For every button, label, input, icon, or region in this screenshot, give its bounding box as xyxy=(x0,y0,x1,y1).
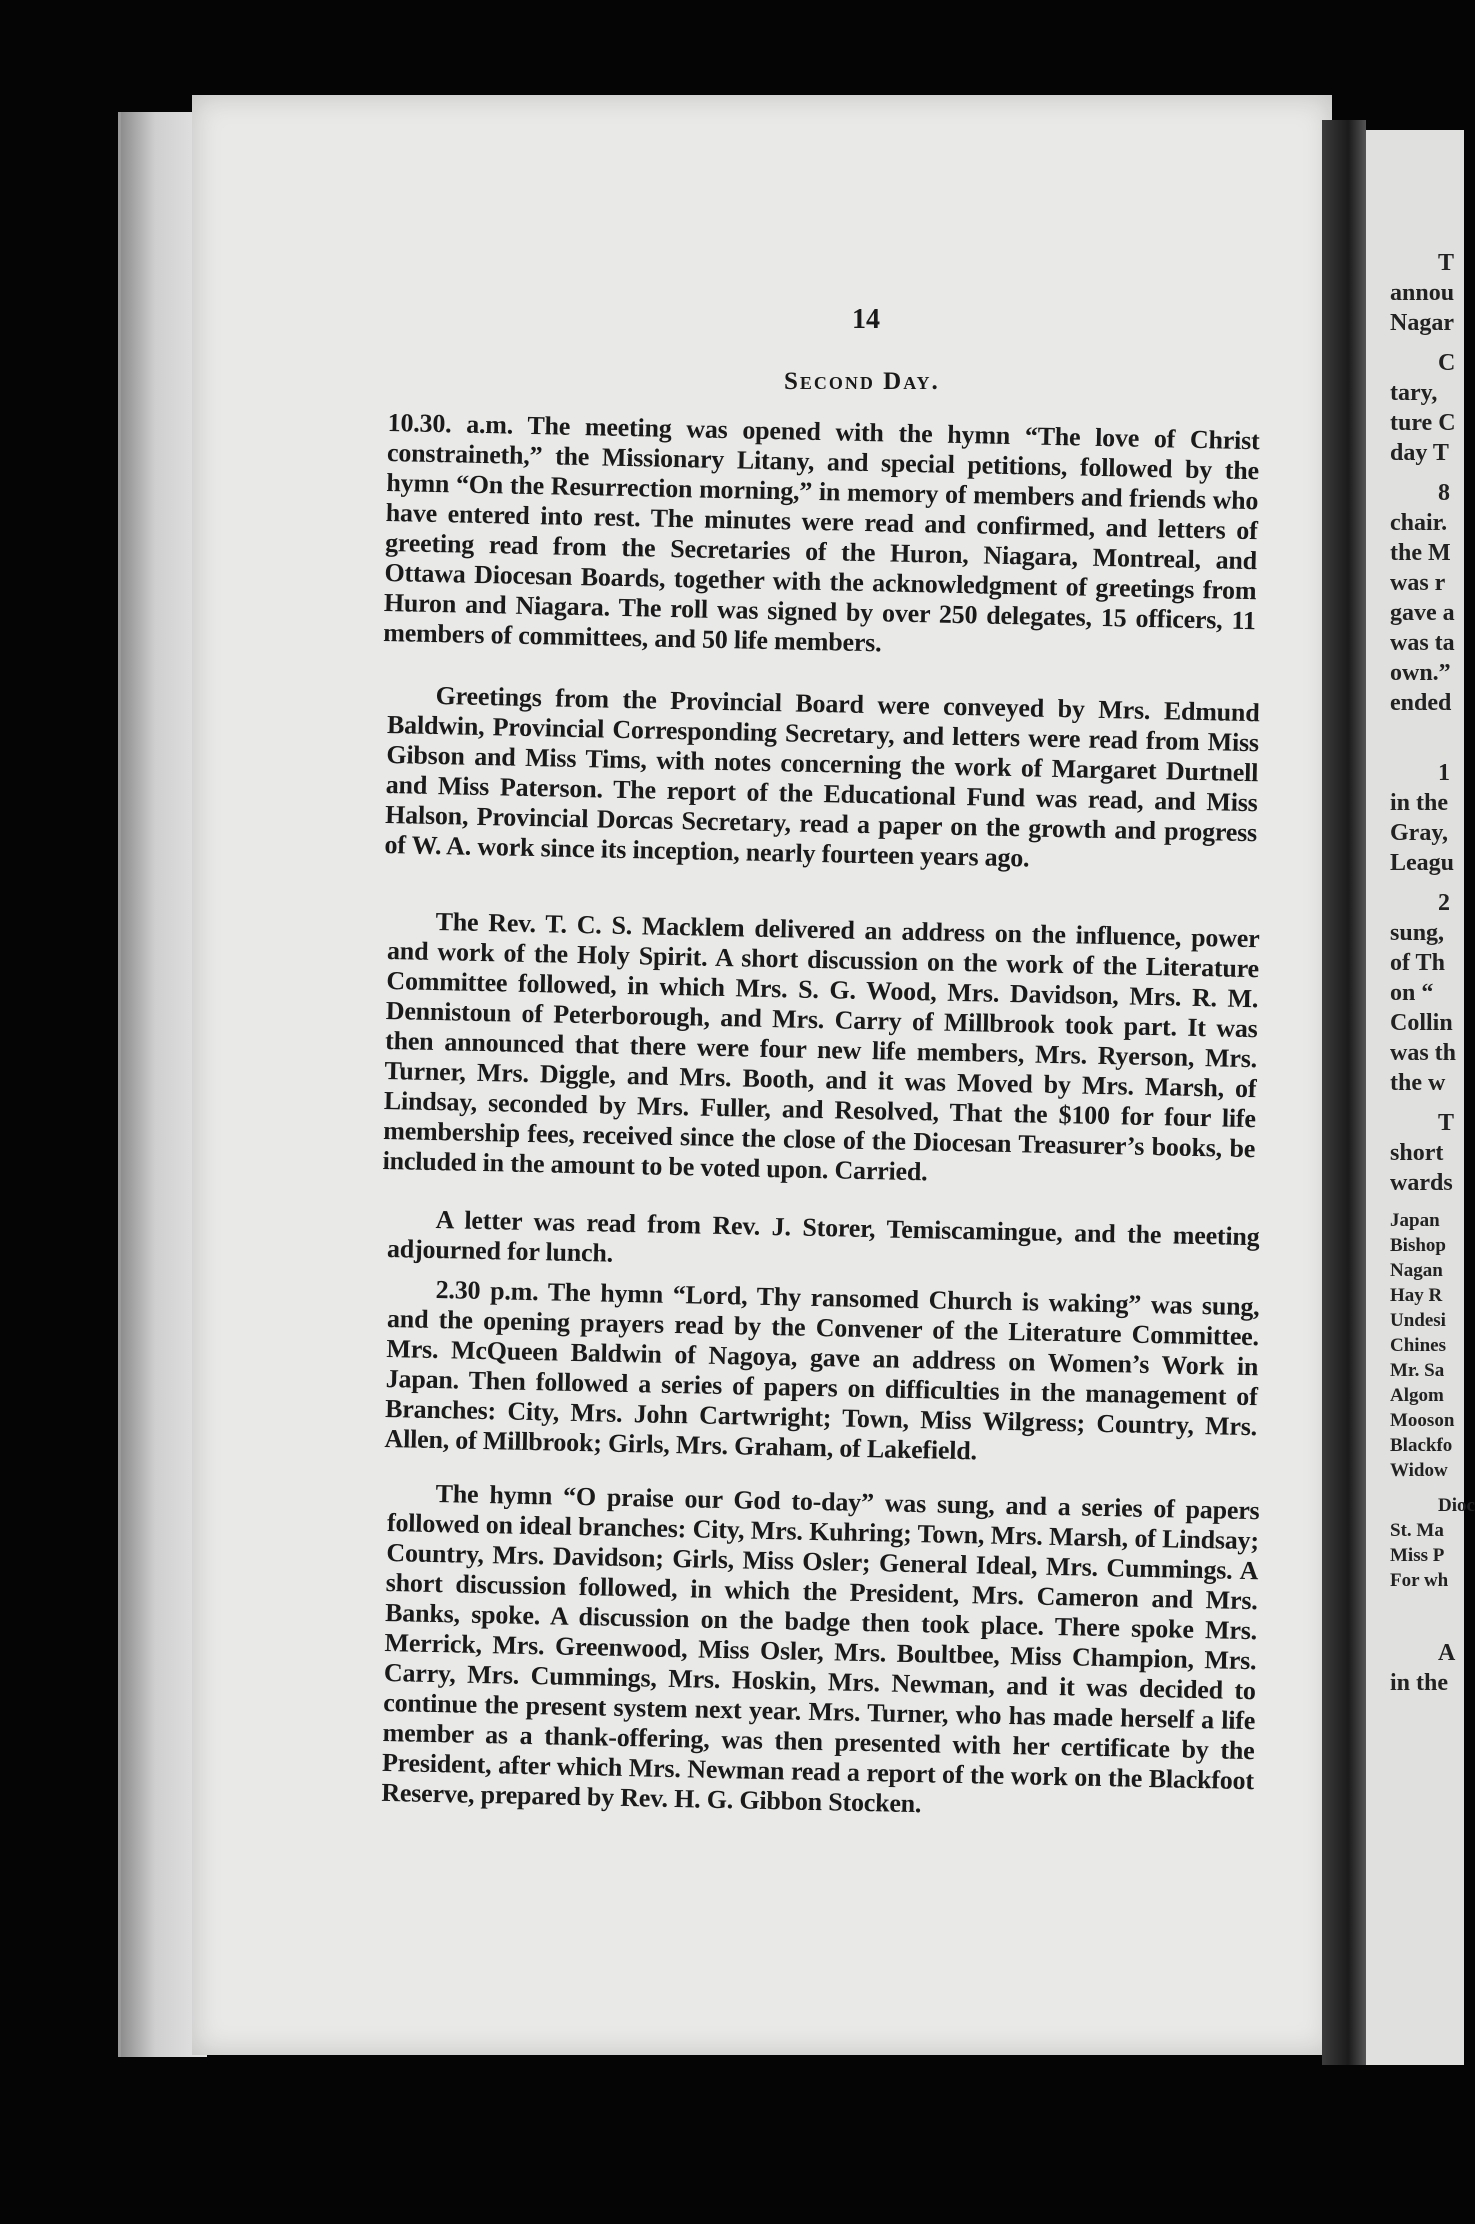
adjacent-page-line: tary, xyxy=(1390,380,1438,406)
adjacent-page-line: sung, xyxy=(1390,920,1445,946)
adjacent-page-line: Gray, xyxy=(1390,820,1448,846)
paragraph-opening-session: 10.30. a.m. The meeting was opened with the hymn “The love of Christ constraineth,” the Missionary Litany, and special petitions, followed by the hymn “On the Resurrection morning,” in memory of members and friends who have entered into rest. The minutes were read and confirmed, and letters of greeting read from the Secretaries of the Huron, Niagara, Montreal, and Ottawa Diocesan Boards, together with the acknowledgment of greetings from Huron and Niagara. The roll was signed by over 250 delegates, 15 officers, 11 members of committees, and 50 life members. xyxy=(382,408,1260,658)
adjacent-page-line: chair. xyxy=(1390,510,1448,536)
adjacent-page-line: ended xyxy=(1390,690,1452,716)
adjacent-page-line: Mooson xyxy=(1390,1410,1455,1431)
adjacent-page-line: gave a xyxy=(1390,600,1455,626)
adjacent-page-line: day T xyxy=(1390,440,1449,466)
adjacent-page-line: Miss P xyxy=(1390,1545,1445,1566)
section-heading: Second Day. xyxy=(784,368,940,395)
adjacent-page-line: 1 xyxy=(1438,760,1450,786)
adjacent-page-line: was th xyxy=(1390,1040,1457,1066)
adjacent-page-line: 2 xyxy=(1438,890,1450,916)
paragraph-macklem-address: The Rev. T. C. S. Macklem delivered an address on the influence, power and work of the Holy Spirit. A short discussion on the work of the Literature Committee followed, in which Mrs. S. G. Wood, Mrs. Davidson, Mrs. R. M. Dennistoun of Peterborough, and Mrs. Carry of Millbrook took part. It was then announced that there were four new life members, Mrs. Ryerson, Mrs. Turner, Mrs. Diggle, and Mrs. Booth, and it was Moved by Mrs. Marsh, of Lindsay, seconded by Mrs. Fuller, and Resolved, That the $100 for four life membership fees, received since the close of the Diocesan Treasurer’s books, be included in the amount to be voted upon. Carried. xyxy=(382,907,1260,1187)
adjacent-page-line: Undesi xyxy=(1390,1310,1446,1331)
paragraph-ideal-branches: The hymn “O praise our God to-day” was sung, and a series of papers followed on ideal branches: City, Mrs. Kuhring; Town, Mrs. Marsh, of Lindsay; Country, Mrs. Davidson; Girls, Miss Osler; General Ideal, Mrs. Cummings. A short discussion followed, in which the President, Mrs. Cameron and Mrs. Banks, spoke. A discussion on the badge then took place. There spoke Mrs. Merrick, Mrs. Greenwood, Miss Osler, Mrs. Boultbee, Miss Champion, Mrs. Carry, Mrs. Cummings, Mrs. Hoskin, Mrs. Newman, and it was decided to continue the present system next year. Mrs. Turner, who has made herself a life member as a thank-offering, was then presented with her certificate by the President, after which Mrs. Newman read a report of the work on the Blackfoot Reserve, prepared by Rev. H. G. Gibbon Stocken. xyxy=(381,1479,1260,1819)
adjacent-page-line: of Th xyxy=(1390,950,1445,976)
adjacent-page-line: the M xyxy=(1390,540,1451,566)
paragraph-afternoon-session: 2.30 p.m. The hymn “Lord, Thy ransomed Church is waking” was sung, and the opening prayers read by the Convener of the Literature Committee. Mrs. McQueen Baldwin of Nagoya, gave an address on Women’s Work in Japan. Then followed a series of papers on difficulties in the management of Branches: City, Mrs. John Cartwright; Town, Miss Wilgress; Country, Mrs. Allen, of Millbrook; Girls, Mrs. Graham, of Lakefield. xyxy=(384,1275,1260,1466)
adjacent-page-line: T xyxy=(1438,250,1455,276)
adjacent-page-line: on “ xyxy=(1390,980,1434,1006)
adjacent-page-line: T xyxy=(1438,1110,1455,1136)
adjacent-page-line: Nagan xyxy=(1390,1260,1443,1281)
adjacent-page-line: ture C xyxy=(1390,410,1456,436)
adjacent-page-line: Nagar xyxy=(1390,310,1454,336)
adjacent-page-line: Bishop xyxy=(1390,1235,1446,1256)
adjacent-page-line: in the xyxy=(1390,1670,1449,1696)
adjacent-page-line: was ta xyxy=(1390,630,1455,656)
adjacent-page-line: For wh xyxy=(1390,1570,1449,1591)
adjacent-page-line: annou xyxy=(1390,280,1455,306)
adjacent-page-line: wards xyxy=(1390,1170,1453,1196)
adjacent-page-line: 8 xyxy=(1438,480,1450,506)
adjacent-page-line: own.” xyxy=(1390,660,1451,686)
adjacent-page-line: in the xyxy=(1390,790,1449,816)
adjacent-page-line: Hay R xyxy=(1390,1285,1443,1306)
adjacent-page-line: Japan xyxy=(1390,1210,1440,1231)
paragraph-provincial-greetings: Greetings from the Provincial Board were conveyed by Mrs. Edmund Baldwin, Provincial Corresponding Secretary, and letters were read from Miss Gibson and Miss Tims, with notes concerning the work of Margaret Durtnell and Miss Paterson. The report of the Educational Fund was read, and Miss Halson, Provincial Dorcas Secretary, read a paper on the growth and progress of W. A. work since its inception, nearly fourteen years ago. xyxy=(384,681,1260,873)
adjacent-page-line: Collin xyxy=(1390,1010,1453,1036)
adjacent-page-line: C xyxy=(1438,350,1456,376)
adjacent-page-line: Widow xyxy=(1390,1460,1448,1481)
paragraph-storer-letter: A letter was read from Rev. J. Storer, Temiscamingue, and the meeting adjourned for lunch. xyxy=(386,1205,1260,1268)
adjacent-page-line: Algom xyxy=(1390,1385,1444,1406)
adjacent-page-line: short xyxy=(1390,1140,1444,1166)
adjacent-page-line: was r xyxy=(1390,570,1446,596)
adjacent-page-line: Chines xyxy=(1390,1335,1446,1356)
adjacent-page-line: Blackfo xyxy=(1390,1435,1453,1456)
adjacent-page-line: Mr. Sa xyxy=(1390,1360,1445,1381)
page-number: 14 xyxy=(852,304,880,335)
adjacent-page-line: A xyxy=(1438,1640,1456,1666)
adjacent-page-line: the w xyxy=(1390,1070,1446,1096)
adjacent-page-line: Leagu xyxy=(1390,850,1455,876)
adjacent-page-fragment xyxy=(1366,130,1475,2065)
book-gutter xyxy=(1322,120,1366,2065)
adjacent-page-line: Dioc xyxy=(1438,1495,1475,1516)
adjacent-page-line: St. Ma xyxy=(1390,1520,1444,1541)
